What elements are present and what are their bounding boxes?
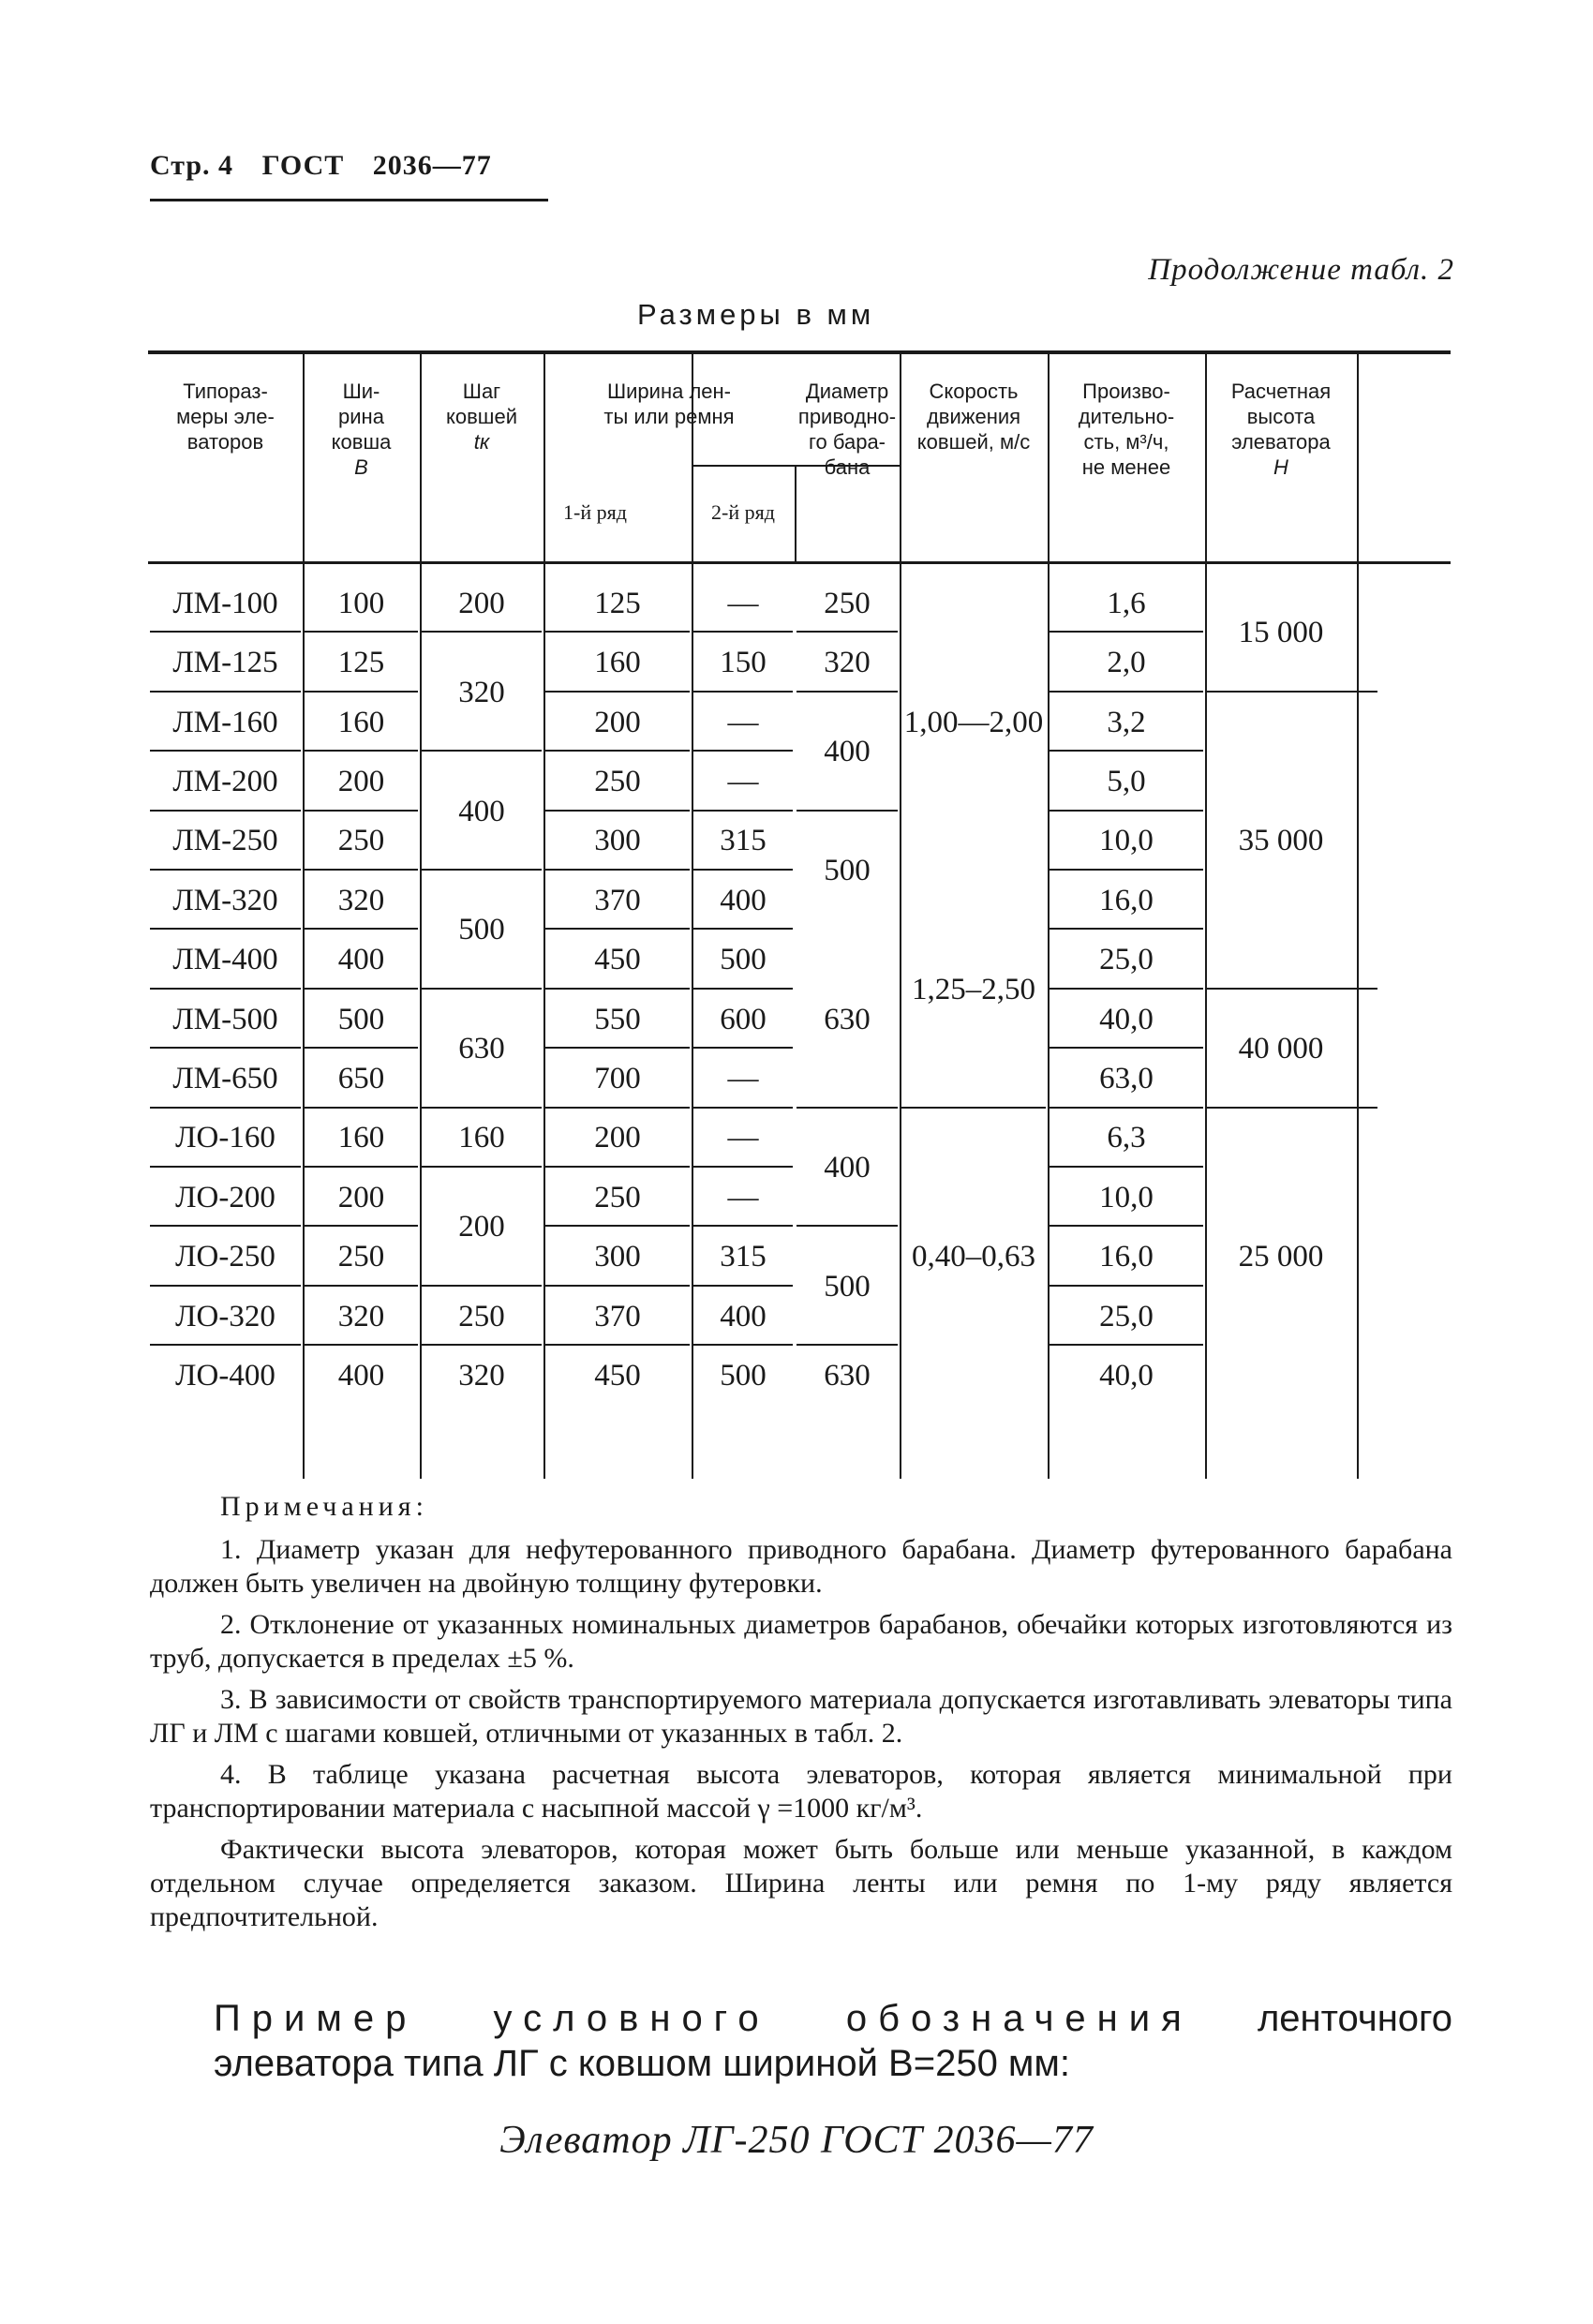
row-rule: [693, 750, 793, 752]
note-1: 1. Диаметр указан для нефутерованного приводного барабана. Диаметр футерованного барабана должен быть увеличен на двойную толщину футеровки.: [150, 1534, 1452, 1599]
drum-diameter-cell: 250: [824, 586, 871, 620]
pitch-cell: 500: [458, 913, 505, 947]
drum-diameter-cell: 400: [824, 1151, 871, 1184]
row-rule: [1050, 750, 1203, 752]
designation-example: [214, 1996, 1452, 2086]
notes-title: Примечания:: [220, 1491, 428, 1522]
elevator-table: [148, 350, 1451, 1479]
row-rule: [693, 1344, 793, 1346]
bucket-width-cell: 160: [337, 705, 385, 739]
belt-row1-cell: 450: [594, 1358, 641, 1393]
type-cell: ЛМ-400: [172, 943, 278, 977]
belt-row2-cell: 315: [720, 824, 767, 858]
capacity-cell: 1,6: [1107, 586, 1146, 620]
page-header: [150, 150, 513, 182]
bucket-width-cell: 100: [337, 586, 385, 620]
row-rule: [1050, 1225, 1203, 1227]
height-cell: 40 000: [1238, 1032, 1324, 1066]
capacity-cell: 40,0: [1099, 1358, 1154, 1393]
header-bucket-width: Ши- рина ковша B: [331, 380, 392, 479]
belt-row2-cell: 400: [720, 883, 767, 917]
type-cell: ЛМ-320: [172, 883, 278, 917]
row-rule: [545, 1225, 690, 1227]
row-rule: [305, 810, 418, 812]
row-rule: [305, 869, 418, 871]
row-rule: [1050, 810, 1203, 812]
belt-row1-cell: 160: [594, 646, 641, 680]
column-rule: [1357, 352, 1359, 1479]
row-rule: [693, 1107, 793, 1109]
row-rule: [545, 1166, 690, 1168]
bucket-width-cell: 250: [337, 824, 385, 858]
row-rule: [305, 1166, 418, 1168]
type-cell: ЛМ-160: [172, 705, 278, 739]
row-rule: [1050, 1107, 1203, 1109]
header-rule: [150, 199, 548, 201]
belt-row2-cell: 150: [720, 646, 767, 680]
pitch-rule: [422, 631, 542, 633]
header-height: Расчетная высота элеватора H: [1230, 380, 1332, 479]
belt-row2-cell: 500: [720, 943, 767, 977]
row-rule: [1050, 928, 1203, 930]
bucket-width-cell: 500: [337, 1002, 385, 1036]
row-rule: [693, 810, 793, 812]
type-cell: ЛМ-100: [172, 586, 278, 620]
row-rule: [150, 928, 301, 930]
drum-diameter-cell: 630: [824, 1002, 871, 1036]
capacity-cell: 63,0: [1099, 1061, 1154, 1095]
bucket-width-cell: 250: [337, 1240, 385, 1274]
capacity-cell: 5,0: [1107, 764, 1146, 798]
header-pitch-symbol: tк: [473, 430, 490, 454]
bucket-width-cell: 200: [337, 764, 385, 798]
row-rule: [545, 1344, 690, 1346]
header-drum-diameter: Диаметр приводно- го бара- бана: [797, 380, 897, 479]
height-rule: [1207, 1107, 1377, 1109]
row-rule: [305, 1107, 418, 1109]
table-top-rule: [148, 350, 1451, 354]
belt-row1-cell: 300: [594, 1240, 641, 1274]
drum-rule: [796, 631, 898, 633]
table-continuation: Продолжение табл. 2: [1148, 253, 1454, 287]
belt-row1-cell: 125: [594, 586, 641, 620]
row-rule: [693, 1166, 793, 1168]
row-rule: [545, 1285, 690, 1287]
type-cell: ЛО-400: [175, 1358, 275, 1393]
belt-row2-cell: 315: [720, 1240, 767, 1274]
drum-diameter-cell: 500: [824, 854, 871, 887]
row-rule: [305, 928, 418, 930]
row-rule: [693, 1225, 793, 1227]
pitch-rule: [422, 988, 542, 990]
header-belt-width: Ширина лен- ты или ремня: [603, 380, 735, 428]
pitch-rule: [422, 750, 542, 752]
height-rule: [1207, 691, 1377, 693]
pitch-cell: 630: [458, 1032, 505, 1066]
row-rule: [150, 1285, 301, 1287]
note-4: 4. В таблице указана расчетная высота элеваторов, которая является минимальной при транспортировании материала с насыпной массой γ =1000 кг/м³.: [150, 1759, 1452, 1824]
row-rule: [150, 1047, 301, 1049]
row-rule: [693, 869, 793, 871]
example-lead: Пример условного обозначения: [214, 1998, 1193, 2039]
belt-row1-cell: 250: [594, 1180, 641, 1214]
row-rule: [545, 631, 690, 633]
drum-rule: [796, 1225, 898, 1227]
row-rule: [545, 1047, 690, 1049]
belt-row1-cell: 700: [594, 1061, 641, 1095]
drum-rule: [796, 1107, 898, 1109]
pitch-rule: [422, 1344, 542, 1346]
belt-row2-cell: —: [727, 1180, 759, 1214]
belt-row2-cell: 400: [720, 1299, 767, 1333]
row-rule: [545, 1107, 690, 1109]
belt-row2-cell: —: [727, 764, 759, 798]
capacity-cell: 3,2: [1107, 705, 1146, 739]
bucket-width-cell: 320: [337, 1299, 385, 1333]
row-rule: [1050, 988, 1203, 990]
bucket-width-cell: 320: [337, 883, 385, 917]
type-cell: ЛМ-500: [172, 1002, 278, 1036]
row-rule: [305, 1047, 418, 1049]
bucket-width-cell: 400: [337, 943, 385, 977]
bucket-width-cell: 160: [337, 1121, 385, 1155]
row-rule: [305, 1344, 418, 1346]
belt-row2-cell: —: [727, 1061, 759, 1095]
speed-rule: [901, 1107, 1046, 1109]
row-rule: [693, 1285, 793, 1287]
speed-cell: 1,25–2,50: [912, 972, 1035, 1006]
row-rule: [545, 750, 690, 752]
designation-line: Элеватор ЛГ-250 ГОСТ 2036—77: [499, 2119, 1094, 2162]
column-rule: [1205, 352, 1207, 1479]
speed-cell: 0,40–0,63: [912, 1240, 1035, 1274]
row-rule: [693, 691, 793, 693]
pitch-cell: 320: [458, 675, 505, 709]
row-rule: [1050, 691, 1203, 693]
row-rule: [545, 691, 690, 693]
pitch-cell: 400: [458, 794, 505, 828]
belt-row2-cell: —: [727, 1121, 759, 1155]
row-rule: [150, 691, 301, 693]
belt-row1-cell: 550: [594, 1002, 641, 1036]
belt-row2-cell: —: [727, 705, 759, 739]
row-rule: [150, 988, 301, 990]
belt-row2-cell: 600: [720, 1002, 767, 1036]
type-cell: ЛО-200: [175, 1180, 275, 1214]
row-rule: [693, 631, 793, 633]
note-3: 3. В зависимости от свойств транспортируемого материала допускается изготавливать элеваторы типа ЛГ и ЛМ с шагами ковшей, отличными от указанных в табл. 2.: [150, 1684, 1452, 1749]
row-rule: [150, 1225, 301, 1227]
row-rule: [1050, 1047, 1203, 1049]
column-rule: [900, 352, 901, 1479]
belt-row1-cell: 250: [594, 764, 641, 798]
row-rule: [693, 1047, 793, 1049]
drum-diameter-cell: 630: [824, 1358, 871, 1393]
belt-row1-cell: 200: [594, 705, 641, 739]
belt-row1-cell: 200: [594, 1121, 641, 1155]
capacity-cell: 16,0: [1099, 1240, 1154, 1274]
row-rule: [545, 869, 690, 871]
drum-rule: [796, 810, 898, 812]
header-bucket-width-symbol: B: [354, 455, 368, 479]
capacity-cell: 10,0: [1099, 1180, 1154, 1214]
pitch-cell: 160: [458, 1121, 505, 1155]
header-speed: Скорость движения ковшей, м/с: [916, 380, 1031, 454]
speed-cell: 1,00—2,00: [903, 705, 1044, 739]
row-rule: [305, 750, 418, 752]
standard-number: 2036—77: [372, 150, 492, 181]
type-cell: ЛМ-250: [172, 824, 278, 858]
header-bottom-rule: [148, 561, 1451, 564]
notes-section: [150, 1490, 1452, 1942]
row-rule: [150, 1107, 301, 1109]
row-rule: [150, 869, 301, 871]
units-caption: Размеры в мм: [637, 298, 875, 331]
type-cell: ЛО-320: [175, 1299, 275, 1333]
header-belt-row2: 2-й ряд: [711, 500, 775, 524]
belt-row2-cell: —: [727, 586, 759, 620]
pitch-cell: 200: [458, 586, 505, 620]
row-rule: [150, 1166, 301, 1168]
row-rule: [1050, 869, 1203, 871]
height-rule: [1207, 988, 1377, 990]
type-cell: ЛМ-650: [172, 1061, 278, 1095]
drum-diameter-cell: 400: [824, 735, 871, 769]
header-type: Типораз- меры эле- ваторов: [176, 380, 275, 454]
row-rule: [545, 988, 690, 990]
belt-row1-cell: 370: [594, 883, 641, 917]
row-rule: [150, 810, 301, 812]
height-cell: 15 000: [1238, 616, 1324, 650]
height-cell: 35 000: [1238, 824, 1324, 858]
row-rule: [545, 810, 690, 812]
drum-diameter-cell: 320: [824, 646, 871, 680]
capacity-cell: 10,0: [1099, 824, 1154, 858]
capacity-cell: 25,0: [1099, 1299, 1154, 1333]
example-text: ленточного элеватора типа ЛГ с ковшом шириной B=250 мм:: [214, 1998, 1452, 2084]
note-5: Фактически высота элеваторов, которая может быть больше или меньше указанной, в каждом отдельном случае определяется заказом. Ширина ленты или ремня по 1-му ряду является предпочтительной.: [150, 1834, 1452, 1932]
row-rule: [305, 988, 418, 990]
row-rule: [150, 1344, 301, 1346]
capacity-cell: 40,0: [1099, 1002, 1154, 1036]
pitch-rule: [422, 1285, 542, 1287]
pitch-rule: [422, 869, 542, 871]
pitch-cell: 200: [458, 1210, 505, 1244]
row-rule: [305, 691, 418, 693]
row-rule: [545, 928, 690, 930]
capacity-cell: 16,0: [1099, 883, 1154, 917]
bucket-width-cell: 125: [337, 646, 385, 680]
row-rule: [1050, 1285, 1203, 1287]
header-height-symbol: H: [1273, 455, 1288, 479]
pitch-cell: 320: [458, 1358, 505, 1393]
row-rule: [1050, 1344, 1203, 1346]
capacity-cell: 2,0: [1107, 646, 1146, 680]
belt-row1-cell: 370: [594, 1299, 641, 1333]
type-cell: ЛО-160: [175, 1121, 275, 1155]
header-pitch: Шаг ковшей tк: [446, 380, 517, 454]
row-rule: [693, 928, 793, 930]
drum-rule: [796, 1344, 898, 1346]
row-rule: [150, 631, 301, 633]
header-belt-row1: 1-й ряд: [563, 500, 627, 524]
page-number: Стр. 4: [150, 150, 234, 181]
row-rule: [305, 631, 418, 633]
header-capacity: Произво- дительно- сть, м³/ч, не менее: [1078, 380, 1175, 479]
drum-rule: [796, 691, 898, 693]
belt-row1-cell: 450: [594, 943, 641, 977]
pitch-rule: [422, 1166, 542, 1168]
note-2: 2. Отклонение от указанных номинальных диаметров барабанов, обечайки которых изготовляются из труб, допускается в пределах ±5 %.: [150, 1609, 1452, 1674]
row-rule: [305, 1225, 418, 1227]
capacity-cell: 25,0: [1099, 943, 1154, 977]
row-rule: [305, 1285, 418, 1287]
height-cell: 25 000: [1238, 1240, 1324, 1274]
pitch-cell: 250: [458, 1299, 505, 1333]
row-rule: [1050, 631, 1203, 633]
drum-diameter-cell: 500: [824, 1269, 871, 1304]
belt-row1-cell: 300: [594, 824, 641, 858]
row-rule: [693, 988, 793, 990]
bucket-width-cell: 400: [337, 1358, 385, 1393]
type-cell: ЛМ-125: [172, 646, 278, 680]
belt-row2-cell: 500: [720, 1358, 767, 1393]
standard-label: ГОСТ: [261, 150, 345, 181]
bucket-width-cell: 650: [337, 1061, 385, 1095]
type-cell: ЛО-250: [175, 1240, 275, 1274]
row-rule: [1050, 1166, 1203, 1168]
type-cell: ЛМ-200: [172, 764, 278, 798]
bucket-width-cell: 200: [337, 1180, 385, 1214]
pitch-rule: [422, 1107, 542, 1109]
capacity-cell: 6,3: [1107, 1121, 1146, 1155]
row-rule: [150, 750, 301, 752]
